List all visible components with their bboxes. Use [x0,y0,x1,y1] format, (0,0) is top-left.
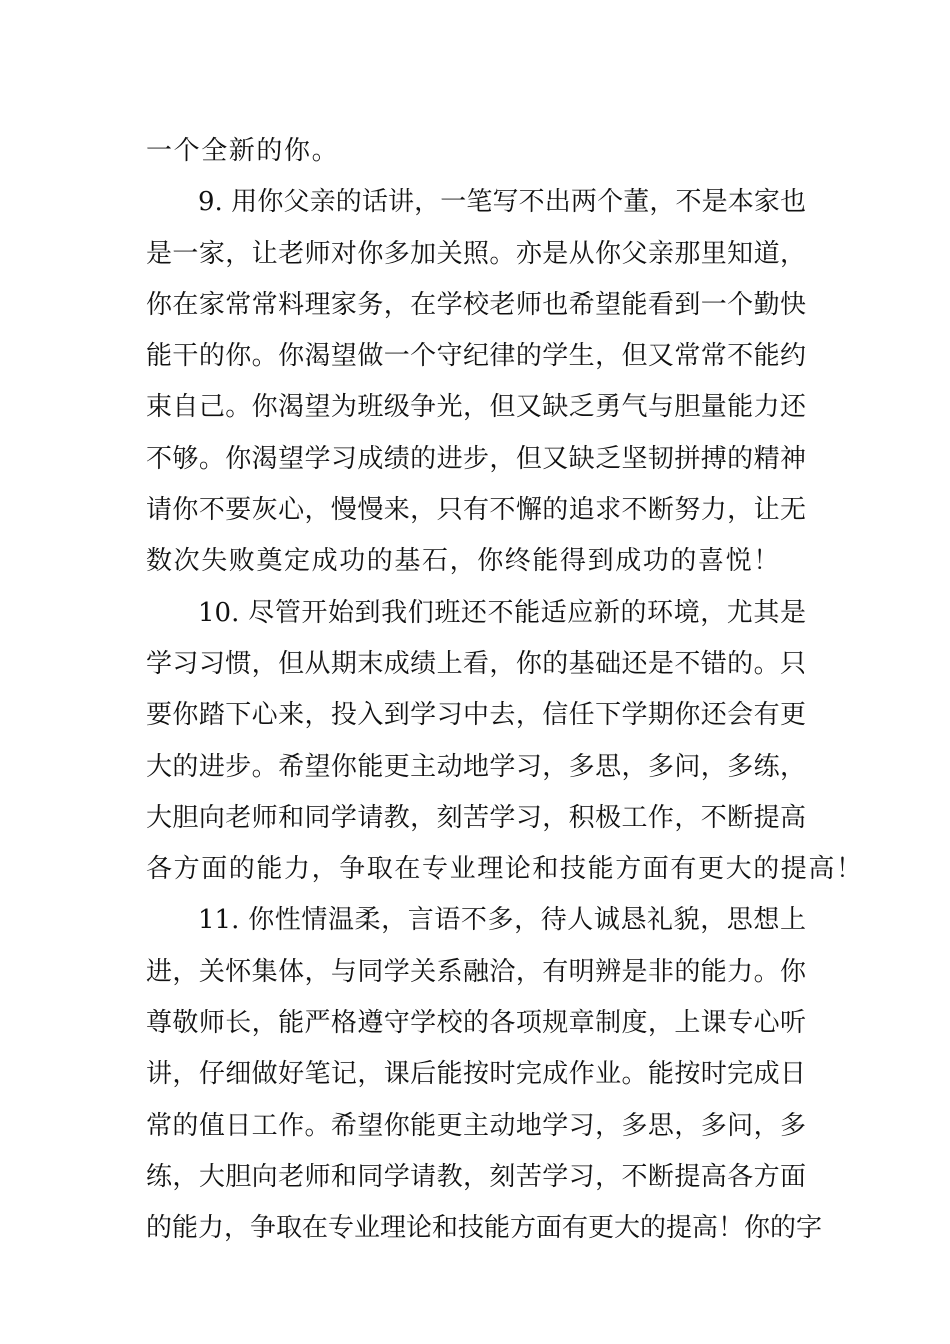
paragraph-9-first-line: 9. 用你父亲的话讲，一笔写不出两个董，不是本家也 [198,187,806,218]
text-line: 大胆向老师和同学请教，刻苦学习，积极工作，不断提高 [146,802,806,833]
text-line: 束自己。你渴望为班级争光，但又缺乏勇气与胆量能力还 [146,392,806,423]
text-line: 各方面的能力，争取在专业理论和技能方面有更大的提高！ [146,854,864,885]
text-line: 你在家常常料理家务，在学校老师也希望能看到一个勤快 [146,289,806,320]
text-line: 数次失败奠定成功的基石，你终能得到成功的喜悦！ [146,546,781,577]
paragraph-10-first-line: 10. 尽管开始到我们班还不能适应新的环境，尤其是 [198,597,806,628]
text-line: 练，大胆向老师和同学请教，刻苦学习，不断提高各方面 [146,1161,806,1192]
text-line: 尊敬师长，能严格遵守学校的各项规章制度，上课专心听 [146,1008,806,1039]
text-line: 常的值日工作。希望你能更主动地学习，多思，多问，多 [146,1110,806,1141]
text-line: 要你踏下心来，投入到学习中去，信任下学期你还会有更 [146,700,806,731]
text-line: 讲，仔细做好笔记，课后能按时完成作业。能按时完成日 [146,1059,806,1090]
text-line: 请你不要灰心，慢慢来，只有不懈的追求不断努力，让无 [146,495,806,526]
paragraph-11-first-line: 11. 你性情温柔，言语不多，待人诚恳礼貌，思想上 [198,905,806,936]
text-line: 大的进步。希望你能更主动地学习，多思，多问，多练， [146,751,806,782]
text-line: 的能力，争取在专业理论和技能方面有更大的提高！你的字 [146,1213,823,1244]
text-line: 进，关怀集体，与同学关系融洽，有明辨是非的能力。你 [146,956,806,987]
text-line: 是一家，让老师对你多加关照。亦是从你父亲那里知道， [146,238,806,269]
text-line: 学习习惯，但从期末成绩上看，你的基础还是不错的。只 [146,648,806,679]
text-line: 能干的你。你渴望做一个守纪律的学生，但又常常不能约 [146,341,806,372]
document-body [146,126,864,1255]
text-line: 一个全新的你。 [146,136,340,166]
text-line: 不够。你渴望学习成绩的进步，但又缺乏坚韧拼搏的精神 [146,443,806,474]
